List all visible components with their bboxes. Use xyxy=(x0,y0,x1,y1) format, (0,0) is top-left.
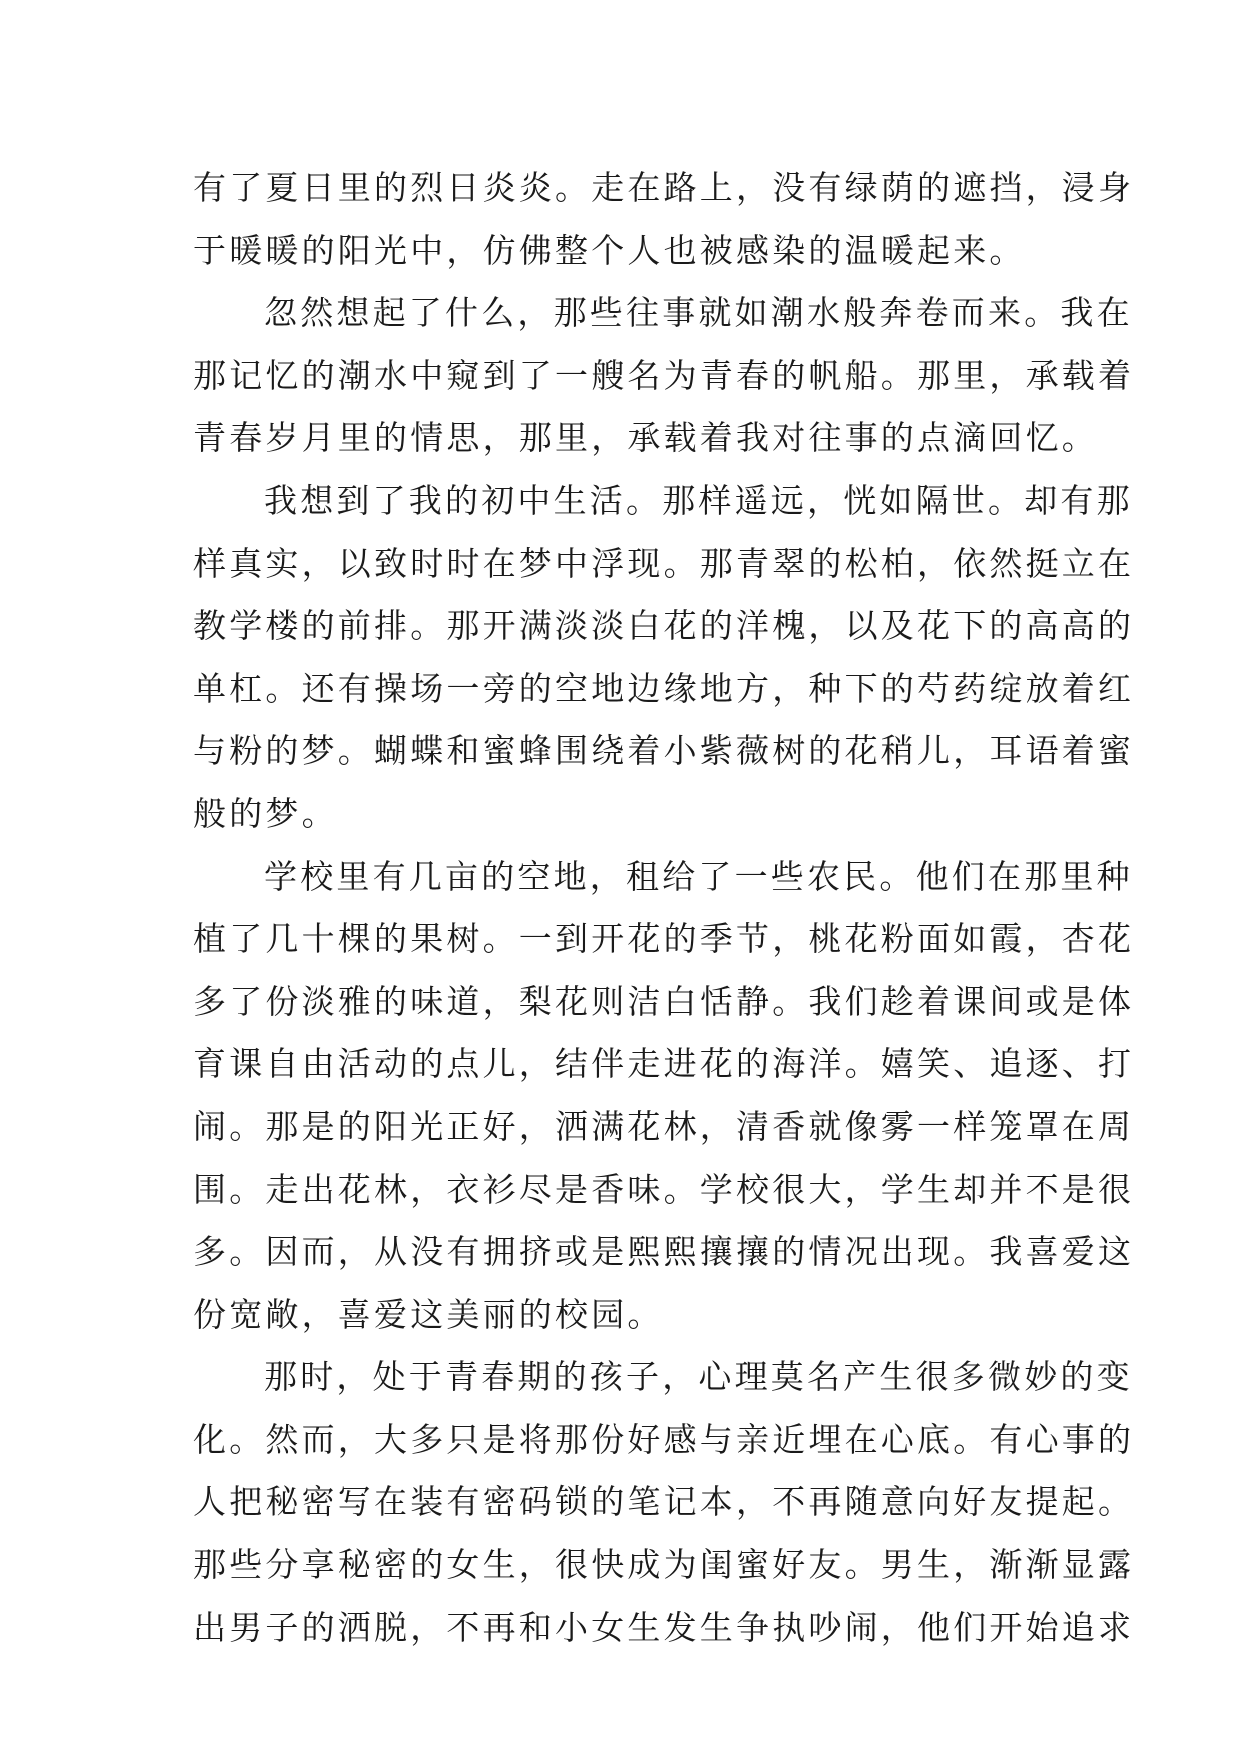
paragraph-start-line: 我想到了我的初中生活。那样遥远，恍如隔世。却有那 xyxy=(264,480,1133,520)
text-line: 样真实，以致时时在梦中浮现。那青翠的松柏，依然挺立在 xyxy=(193,543,1135,583)
text-line: 单杠。还有操场一旁的空地边缘地方，种下的芍药绽放着红 xyxy=(193,668,1135,708)
text-line: 化。然而，大多只是将那份好感与亲近埋在心底。有心事的 xyxy=(193,1419,1135,1459)
body-text xyxy=(193,157,1135,1659)
paragraph-start-line: 学校里有几亩的空地，租给了一些农民。他们在那里种 xyxy=(264,856,1133,896)
text-line: 有了夏日里的烈日炎炎。走在路上，没有绿荫的遮挡，浸身 xyxy=(193,168,1135,207)
text-line: 育课自由活动的点儿，结伴走进花的海洋。嬉笑、追逐、打 xyxy=(193,1044,1135,1084)
text-line: 于暖暖的阳光中，仿佛整个人也被感染的温暖起来。 xyxy=(193,230,1026,270)
paragraph-start-line: 那时，处于青春期的孩子，心理莫名产生很多微妙的变 xyxy=(264,1357,1133,1397)
text-line: 多了份淡雅的味道，梨花则洁白恬静。我们趁着课间或是体 xyxy=(193,981,1135,1021)
text-line: 人把秘密写在装有密码锁的笔记本，不再随意向好友提起。 xyxy=(193,1482,1135,1522)
text-line: 围。走出花林，衣衫尽是香味。学校很大，学生却并不是很 xyxy=(193,1169,1135,1209)
text-line: 那记忆的潮水中窥到了一艘名为青春的帆船。那里，承载着 xyxy=(193,355,1135,395)
text-line: 青春岁月里的情思，那里，承载着我对往事的点滴回忆。 xyxy=(193,418,1098,458)
text-line: 教学楼的前排。那开满淡淡白花的洋槐，以及花下的高高的 xyxy=(193,606,1135,646)
text-line: 那些分享秘密的女生，很快成为闺蜜好友。男生，渐渐显露 xyxy=(193,1545,1135,1585)
text-line: 多。因而，从没有拥挤或是熙熙攘攘的情况出现。我喜爱这 xyxy=(193,1232,1135,1272)
text-line: 与粉的梦。蝴蝶和蜜蜂围绕着小紫薇树的花稍儿，耳语着蜜 xyxy=(193,731,1135,771)
paragraph-start-line: 忽然想起了什么，那些往事就如潮水般奔卷而来。我在 xyxy=(264,293,1133,333)
text-line: 出男子的洒脱，不再和小女生发生争执吵闹，他们开始追求 xyxy=(193,1607,1135,1647)
text-line: 份宽敞，喜爱这美丽的校园。 xyxy=(193,1294,664,1334)
text-line: 般的梦。 xyxy=(193,793,338,833)
text-line: 植了几十棵的果树。一到开花的季节，桃花粉面如霞，杏花 xyxy=(193,919,1135,959)
text-line: 闹。那是的阳光正好，洒满花林，清香就像雾一样笼罩在周 xyxy=(193,1106,1135,1146)
